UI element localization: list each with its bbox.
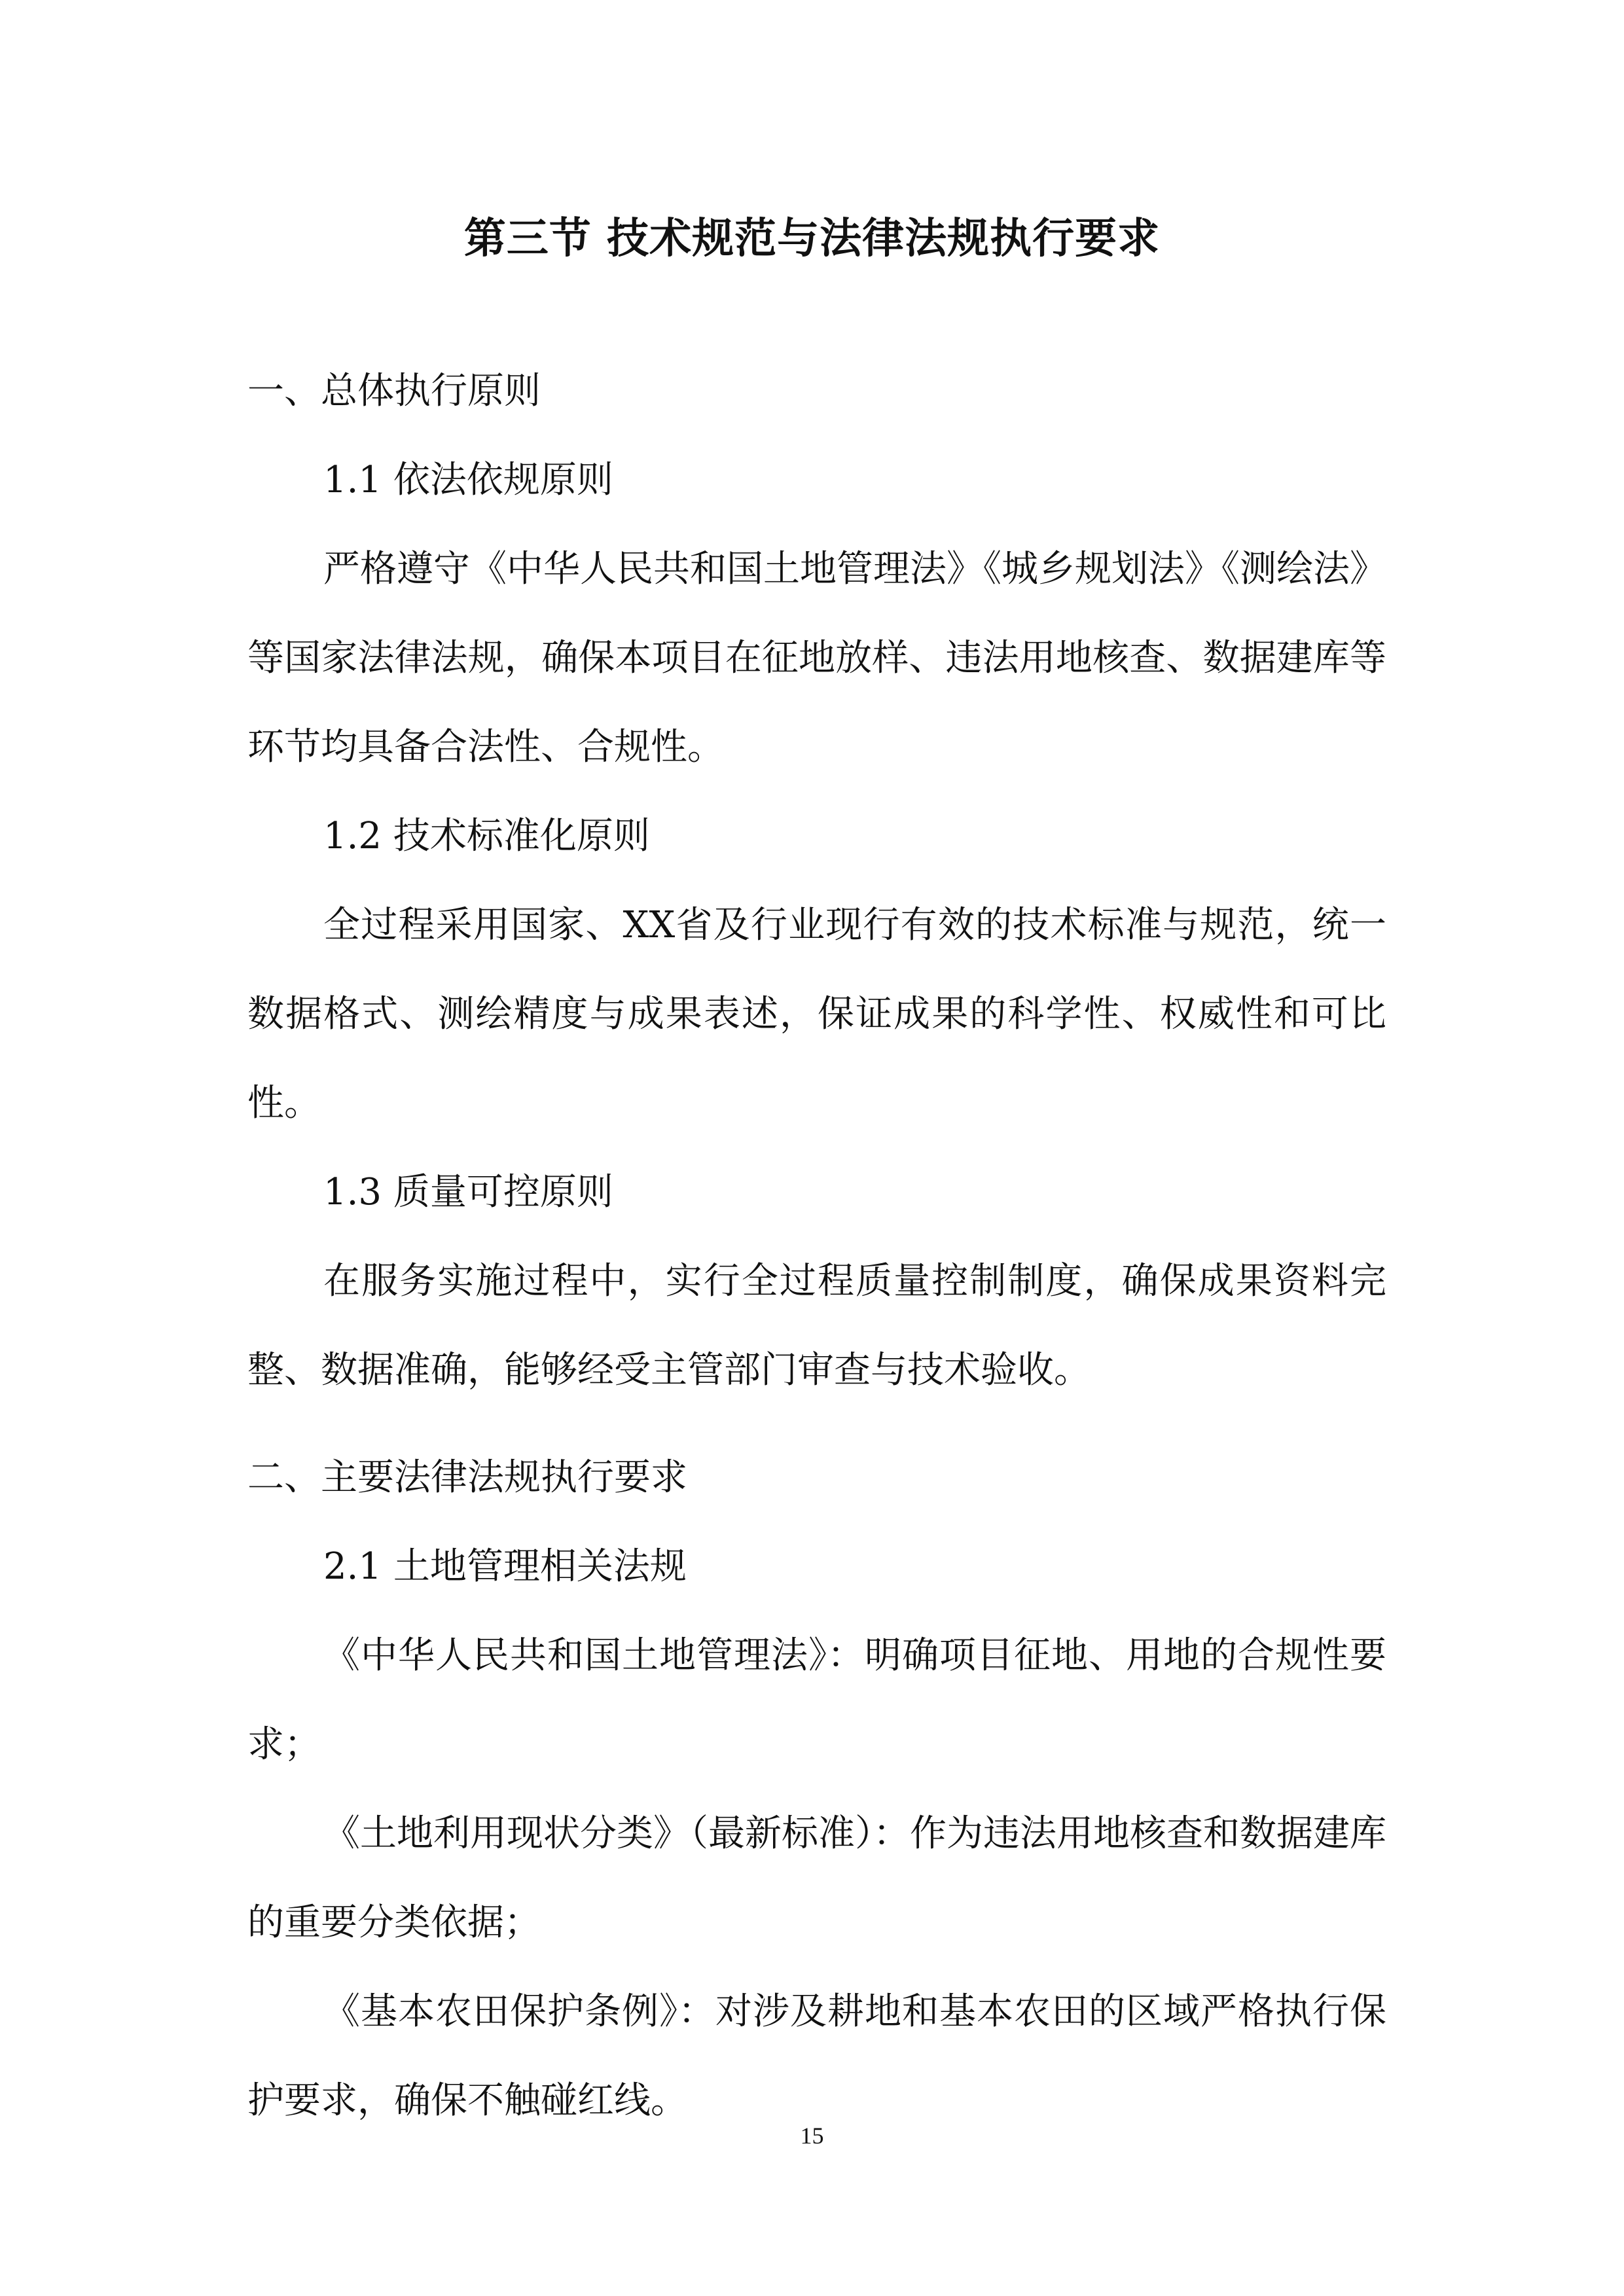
- list-item: 《基本农田保护条例》：对涉及耕地和基本农田的区域严格执行保护要求，确保不触碰红线。: [247, 1990, 1386, 2122]
- section2-heading: 二、主要法律法规执行要求: [247, 1456, 687, 1499]
- sub1-2-body: 全过程采用国家、XX省及行业现行有效的技术标准与规范，统一数据格式、测绘精度与成果表述，保证成果的科学性、权威性和可比性。: [247, 904, 1386, 1124]
- sub1-1-heading: 1.1 依法依规原则: [323, 459, 613, 501]
- sub1-2-heading: 1.2 技术标准化原则: [323, 815, 650, 857]
- section1-heading: 一、总体执行原则: [247, 370, 541, 412]
- page-number: 15: [800, 2123, 824, 2149]
- list-item: 《土地利用现状分类》（最新标准）：作为违法用地核查和数据建库的重要分类依据；: [247, 1812, 1386, 1944]
- sub2-1-heading: 2.1 土地管理相关法规: [323, 1545, 687, 1588]
- section-title: 第三节 技术规范与法律法规执行要求: [463, 215, 1161, 263]
- sub1-3-heading: 1.3 质量可控原则: [323, 1171, 613, 1213]
- list-item: 《中华人民共和国土地管理法》：明确项目征地、用地的合规性要求；: [247, 1634, 1386, 1766]
- sub1-1-body: 严格遵守《中华人民共和国土地管理法》《城乡规划法》《测绘法》等国家法律法规，确保本项目在征地放样、违法用地核查、数据建库等环节均具备合法性、合规性。: [247, 548, 1386, 768]
- sub1-3-body: 在服务实施过程中，实行全过程质量控制制度，确保成果资料完整、数据准确，能够经受主管部门审查与技术验收。: [247, 1260, 1386, 1391]
